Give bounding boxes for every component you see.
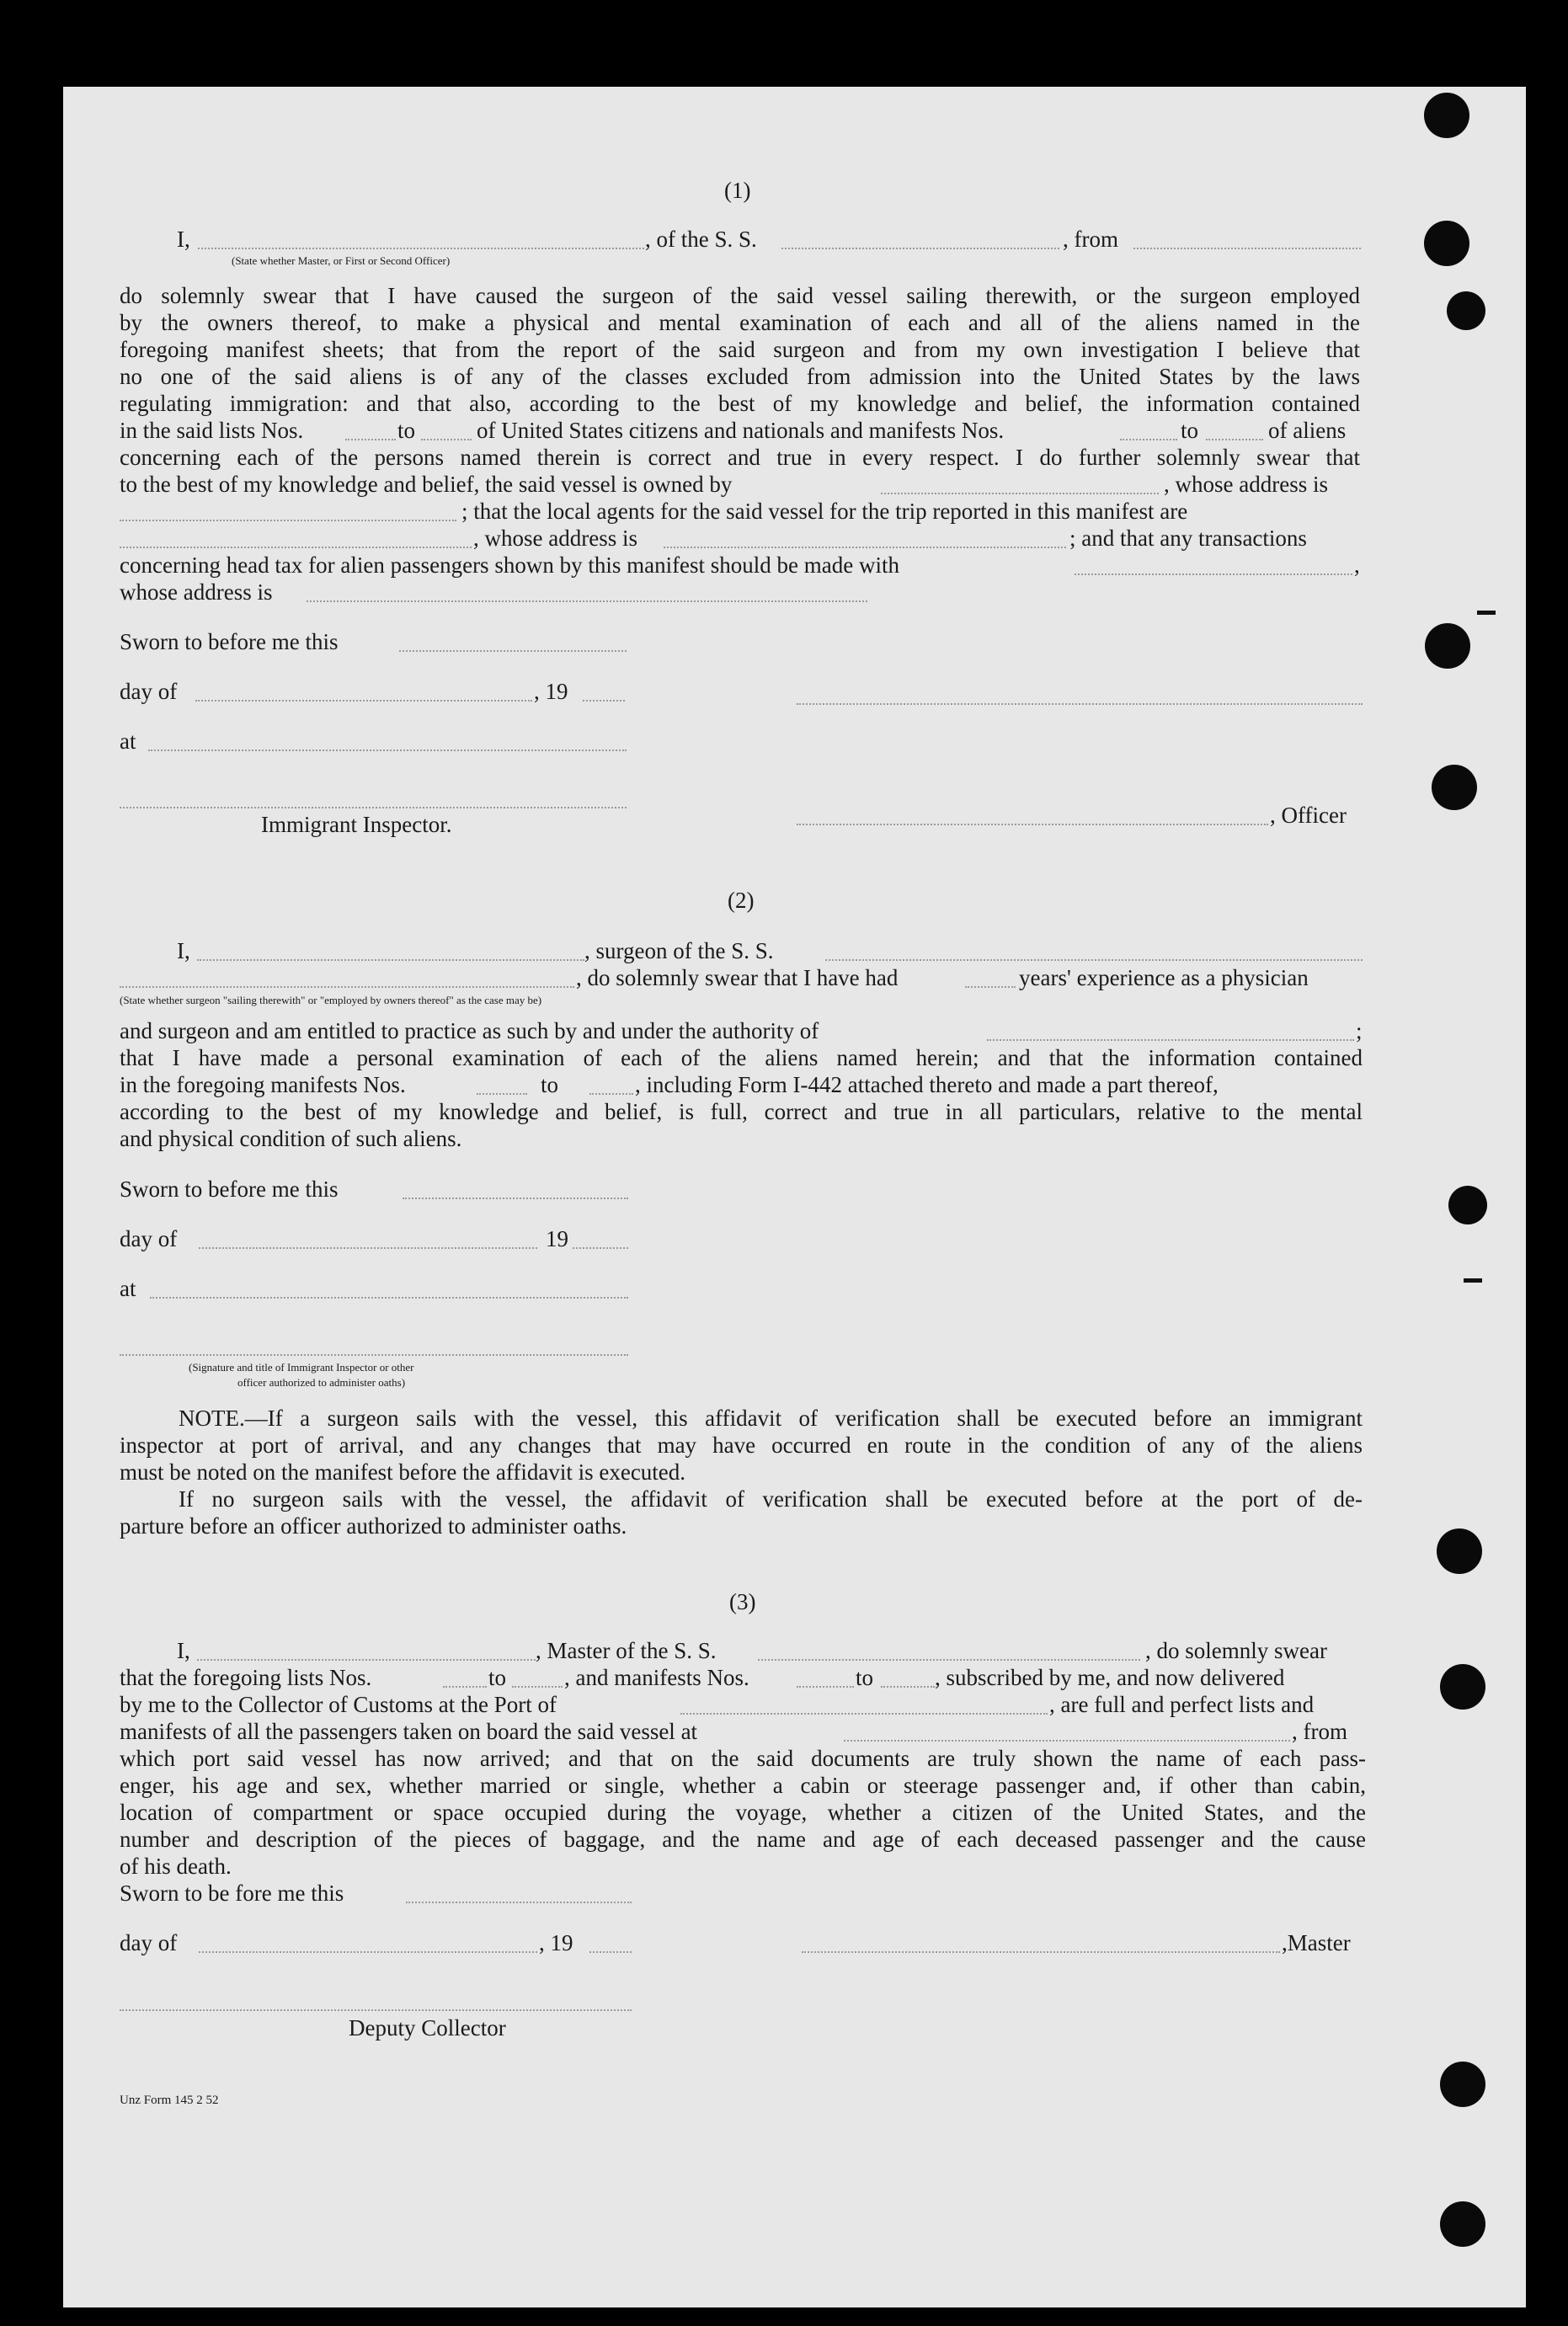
line-label: concerning head tax for alien passengers shown by this manifest should be made with: [120, 552, 900, 578]
line-label: ,: [1354, 552, 1360, 578]
blank-month: [195, 700, 532, 702]
deputy-collector-label: Deputy Collector: [349, 2015, 506, 2041]
year-label: 19: [546, 1226, 568, 1251]
punch-hole: [1448, 1186, 1487, 1224]
line-label: , are full and perfect lists and: [1049, 1692, 1315, 1717]
punch-hole: [1437, 1528, 1482, 1574]
line-label: , of the S. S.: [645, 227, 757, 252]
blank-inspector-signature: [120, 1354, 628, 1356]
text-line: no one of the said aliens is of any of the classes excluded from admission into the United States by the laws: [120, 364, 1360, 389]
blank-sworn-day: [399, 650, 627, 652]
blank-years: [965, 986, 1016, 988]
line-label: years' experience as a physician: [1019, 965, 1309, 990]
blank-authority: [987, 1039, 1354, 1041]
signature-caption: (Signature and title of Immigrant Inspector or other: [189, 1361, 414, 1374]
line-label: ; that the local agents for the said vessel for the trip reported in this manifest are: [461, 499, 1188, 524]
blank-month: [199, 1951, 537, 1953]
blank-manifest-from: [1120, 439, 1177, 440]
blank-officer-signature: [797, 824, 1268, 825]
line-label: and surgeon and am entitled to practice as such by and under the authority of: [120, 1018, 819, 1043]
blank-agents-address: [664, 547, 1066, 548]
section-1-heading: (1): [724, 178, 751, 203]
blank-manifest-to: [1206, 439, 1263, 440]
blank-local-agents: [120, 547, 472, 548]
text-line: number and description of the pieces of baggage, and the name and age of each deceased passenger and the cause: [120, 1827, 1366, 1852]
blank-master-name: [197, 1659, 536, 1661]
line-label: of aliens: [1268, 418, 1347, 443]
blank-inspector-signature: [120, 807, 627, 808]
line-label: to: [541, 1072, 559, 1097]
blank-place: [148, 750, 627, 751]
at-label: at: [120, 728, 136, 754]
line-label: in the foregoing manifests Nos.: [120, 1072, 406, 1097]
text-line: enger, his age and sex, whether married or single, whether a cabin or steerage passenger and, if other than cabin,: [120, 1773, 1366, 1798]
inspector-label: Immigrant Inspector.: [261, 812, 452, 837]
blank-manifest-to: [881, 1686, 935, 1688]
scan-mark: [1477, 611, 1496, 615]
form-number: Unz Form 145 2 52: [120, 2094, 219, 2107]
blank-signature: [797, 703, 1363, 705]
line-label: , do solemnly swear: [1145, 1638, 1327, 1663]
blank-year: [583, 700, 625, 702]
line-label: , subscribed by me, and now delivered: [935, 1665, 1285, 1690]
line-label: , Master of the S. S.: [536, 1638, 717, 1663]
blank-place: [150, 1297, 628, 1299]
blank-surgeon-vessel: [825, 959, 1363, 961]
blank-vessel-name: [758, 1659, 1140, 1661]
line-label: , whose address is: [473, 525, 637, 551]
text-line: location of compartment or space occupied during the voyage, whether a citizen of the United States, and the: [120, 1800, 1366, 1825]
text-line: regulating immigration: and that also, according to the best of my knowledge and belief, the information contained: [120, 391, 1360, 416]
day-of-label: day of: [120, 679, 178, 704]
section-2-heading: (2): [728, 888, 755, 913]
line-label: that the foregoing lists Nos.: [120, 1665, 372, 1690]
instruction-note: (State whether surgeon "sailing therewith" or "employed by owners thereof" as the case may be): [120, 994, 542, 1006]
line-label: I,: [177, 938, 190, 963]
line-label: , from: [1292, 1719, 1347, 1744]
day-of-label: day of: [120, 1930, 178, 1955]
line-label: , and manifests Nos.: [564, 1665, 749, 1690]
punch-hole: [1440, 1664, 1485, 1710]
line-label: , surgeon of the S. S.: [584, 938, 774, 963]
sworn-label: Sworn to before me this: [120, 1176, 339, 1202]
at-label: at: [120, 1276, 136, 1301]
text-line: of his death.: [120, 1854, 232, 1879]
text-line: according to the best of my knowledge and belief, is full, correct and true in all particulars, relative to the mental: [120, 1099, 1363, 1124]
line-label: , whose address is: [1164, 472, 1328, 497]
blank-list-to: [421, 439, 472, 440]
note-line: NOTE.—If a surgeon sails with the vessel, this affidavit of verification shall be executed before an immigrant: [179, 1406, 1363, 1431]
blank-manifest-to: [589, 1093, 633, 1095]
line-label: , including Form I-442 attached thereto and made a part thereof,: [635, 1072, 1219, 1097]
blank-list-from: [345, 439, 396, 440]
blank-manifest-from: [477, 1093, 527, 1095]
punch-hole: [1440, 2201, 1485, 2247]
blank-list-from: [443, 1686, 487, 1688]
line-label: , from: [1063, 227, 1118, 252]
line-label: ;: [1356, 1018, 1363, 1043]
text-line: do solemnly swear that I have caused the surgeon of the said vessel sailing therewith, or the surgeon employed: [120, 283, 1360, 308]
blank-year: [589, 1951, 632, 1953]
line-label: ; and that any transactions: [1069, 525, 1307, 551]
line-label: whose address is: [120, 579, 273, 605]
blank-from-port: [1133, 248, 1361, 249]
text-line: by the owners thereof, to make a physical and mental examination of each and all of the aliens named in the: [120, 310, 1360, 335]
instruction-note: (State whether Master, or First or Second Officer): [232, 254, 451, 267]
blank-deputy-signature: [120, 2009, 632, 2011]
text-line: and physical condition of such aliens.: [120, 1126, 462, 1151]
blank-head-tax-address: [307, 600, 867, 602]
punch-hole: [1425, 623, 1470, 669]
blank-year: [573, 1247, 628, 1249]
punch-hole: [1447, 291, 1485, 330]
punch-hole: [1424, 221, 1469, 266]
blank-surgeon-name: [197, 959, 584, 961]
blank-embark-port: [844, 1740, 1290, 1742]
blank-list-to: [512, 1686, 563, 1688]
line-label: I,: [177, 227, 190, 252]
line-label: I,: [177, 1638, 190, 1663]
line-label: to: [1181, 418, 1199, 443]
note-line: must be noted on the manifest before the affidavit is executed.: [120, 1459, 686, 1485]
day-of-label: day of: [120, 1226, 178, 1251]
sworn-label: Sworn to before me this: [120, 629, 339, 654]
note-line: parture before an officer authorized to administer oaths.: [120, 1513, 627, 1539]
blank-vessel-name: [781, 248, 1059, 249]
section-3-heading: (3): [729, 1589, 756, 1614]
note-line: inspector at port of arrival, and any changes that may have occurred en route in the condition of any of the aliens: [120, 1432, 1363, 1458]
officer-label: , Officer: [1270, 803, 1347, 828]
line-label: in the said lists Nos.: [120, 418, 304, 443]
line-label: by me to the Collector of Customs at the Port of: [120, 1692, 557, 1717]
line-label: to the best of my knowledge and belief, the said vessel is owned by: [120, 472, 733, 497]
text-line: that I have made a personal examination of each of the aliens named herein; and that the information contained: [120, 1045, 1363, 1070]
blank-head-tax-contact: [1075, 573, 1352, 575]
line-label: , do solemnly swear that I have had: [576, 965, 899, 990]
year-label: , 19: [534, 679, 568, 704]
year-label: , 19: [539, 1930, 573, 1955]
note-line: If no surgeon sails with the vessel, the affidavit of verification shall be executed before at the port of de-: [179, 1486, 1363, 1512]
line-label: to: [397, 418, 416, 443]
line-label: to: [488, 1665, 507, 1690]
blank-owner: [881, 493, 1159, 494]
blank-owner-address: [120, 520, 456, 521]
blank-surgeon-status: [120, 986, 574, 988]
blank-manifest-from: [797, 1686, 854, 1688]
line-label: manifests of all the passengers taken on board the said vessel at: [120, 1719, 698, 1744]
blank-officer-name: [198, 248, 644, 249]
blank-sworn-day: [406, 1902, 632, 1903]
text-line: foregoing manifest sheets; that from the report of the said surgeon and from my own investigation I believe that: [120, 337, 1360, 362]
line-label: to: [856, 1665, 874, 1690]
text-line: which port said vessel has now arrived; and that on the said documents are truly shown the name of each pass-: [120, 1746, 1366, 1771]
master-label: ,Master: [1282, 1930, 1351, 1955]
blank-master-signature: [802, 1951, 1280, 1953]
scan-mark: [1464, 1278, 1482, 1283]
blank-month: [199, 1247, 537, 1249]
blank-port: [680, 1713, 1048, 1715]
signature-caption: officer authorized to administer oaths): [237, 1376, 406, 1389]
punch-hole: [1432, 765, 1477, 810]
text-line: concerning each of the persons named therein is correct and true in every respect. I do further solemnly swear that: [120, 445, 1360, 470]
punch-hole: [1440, 2062, 1485, 2107]
blank-sworn-day: [403, 1198, 628, 1199]
sworn-label: Sworn to be fore me this: [120, 1881, 344, 1906]
line-label: of United States citizens and nationals and manifests Nos.: [477, 418, 1005, 443]
punch-hole: [1424, 93, 1469, 138]
